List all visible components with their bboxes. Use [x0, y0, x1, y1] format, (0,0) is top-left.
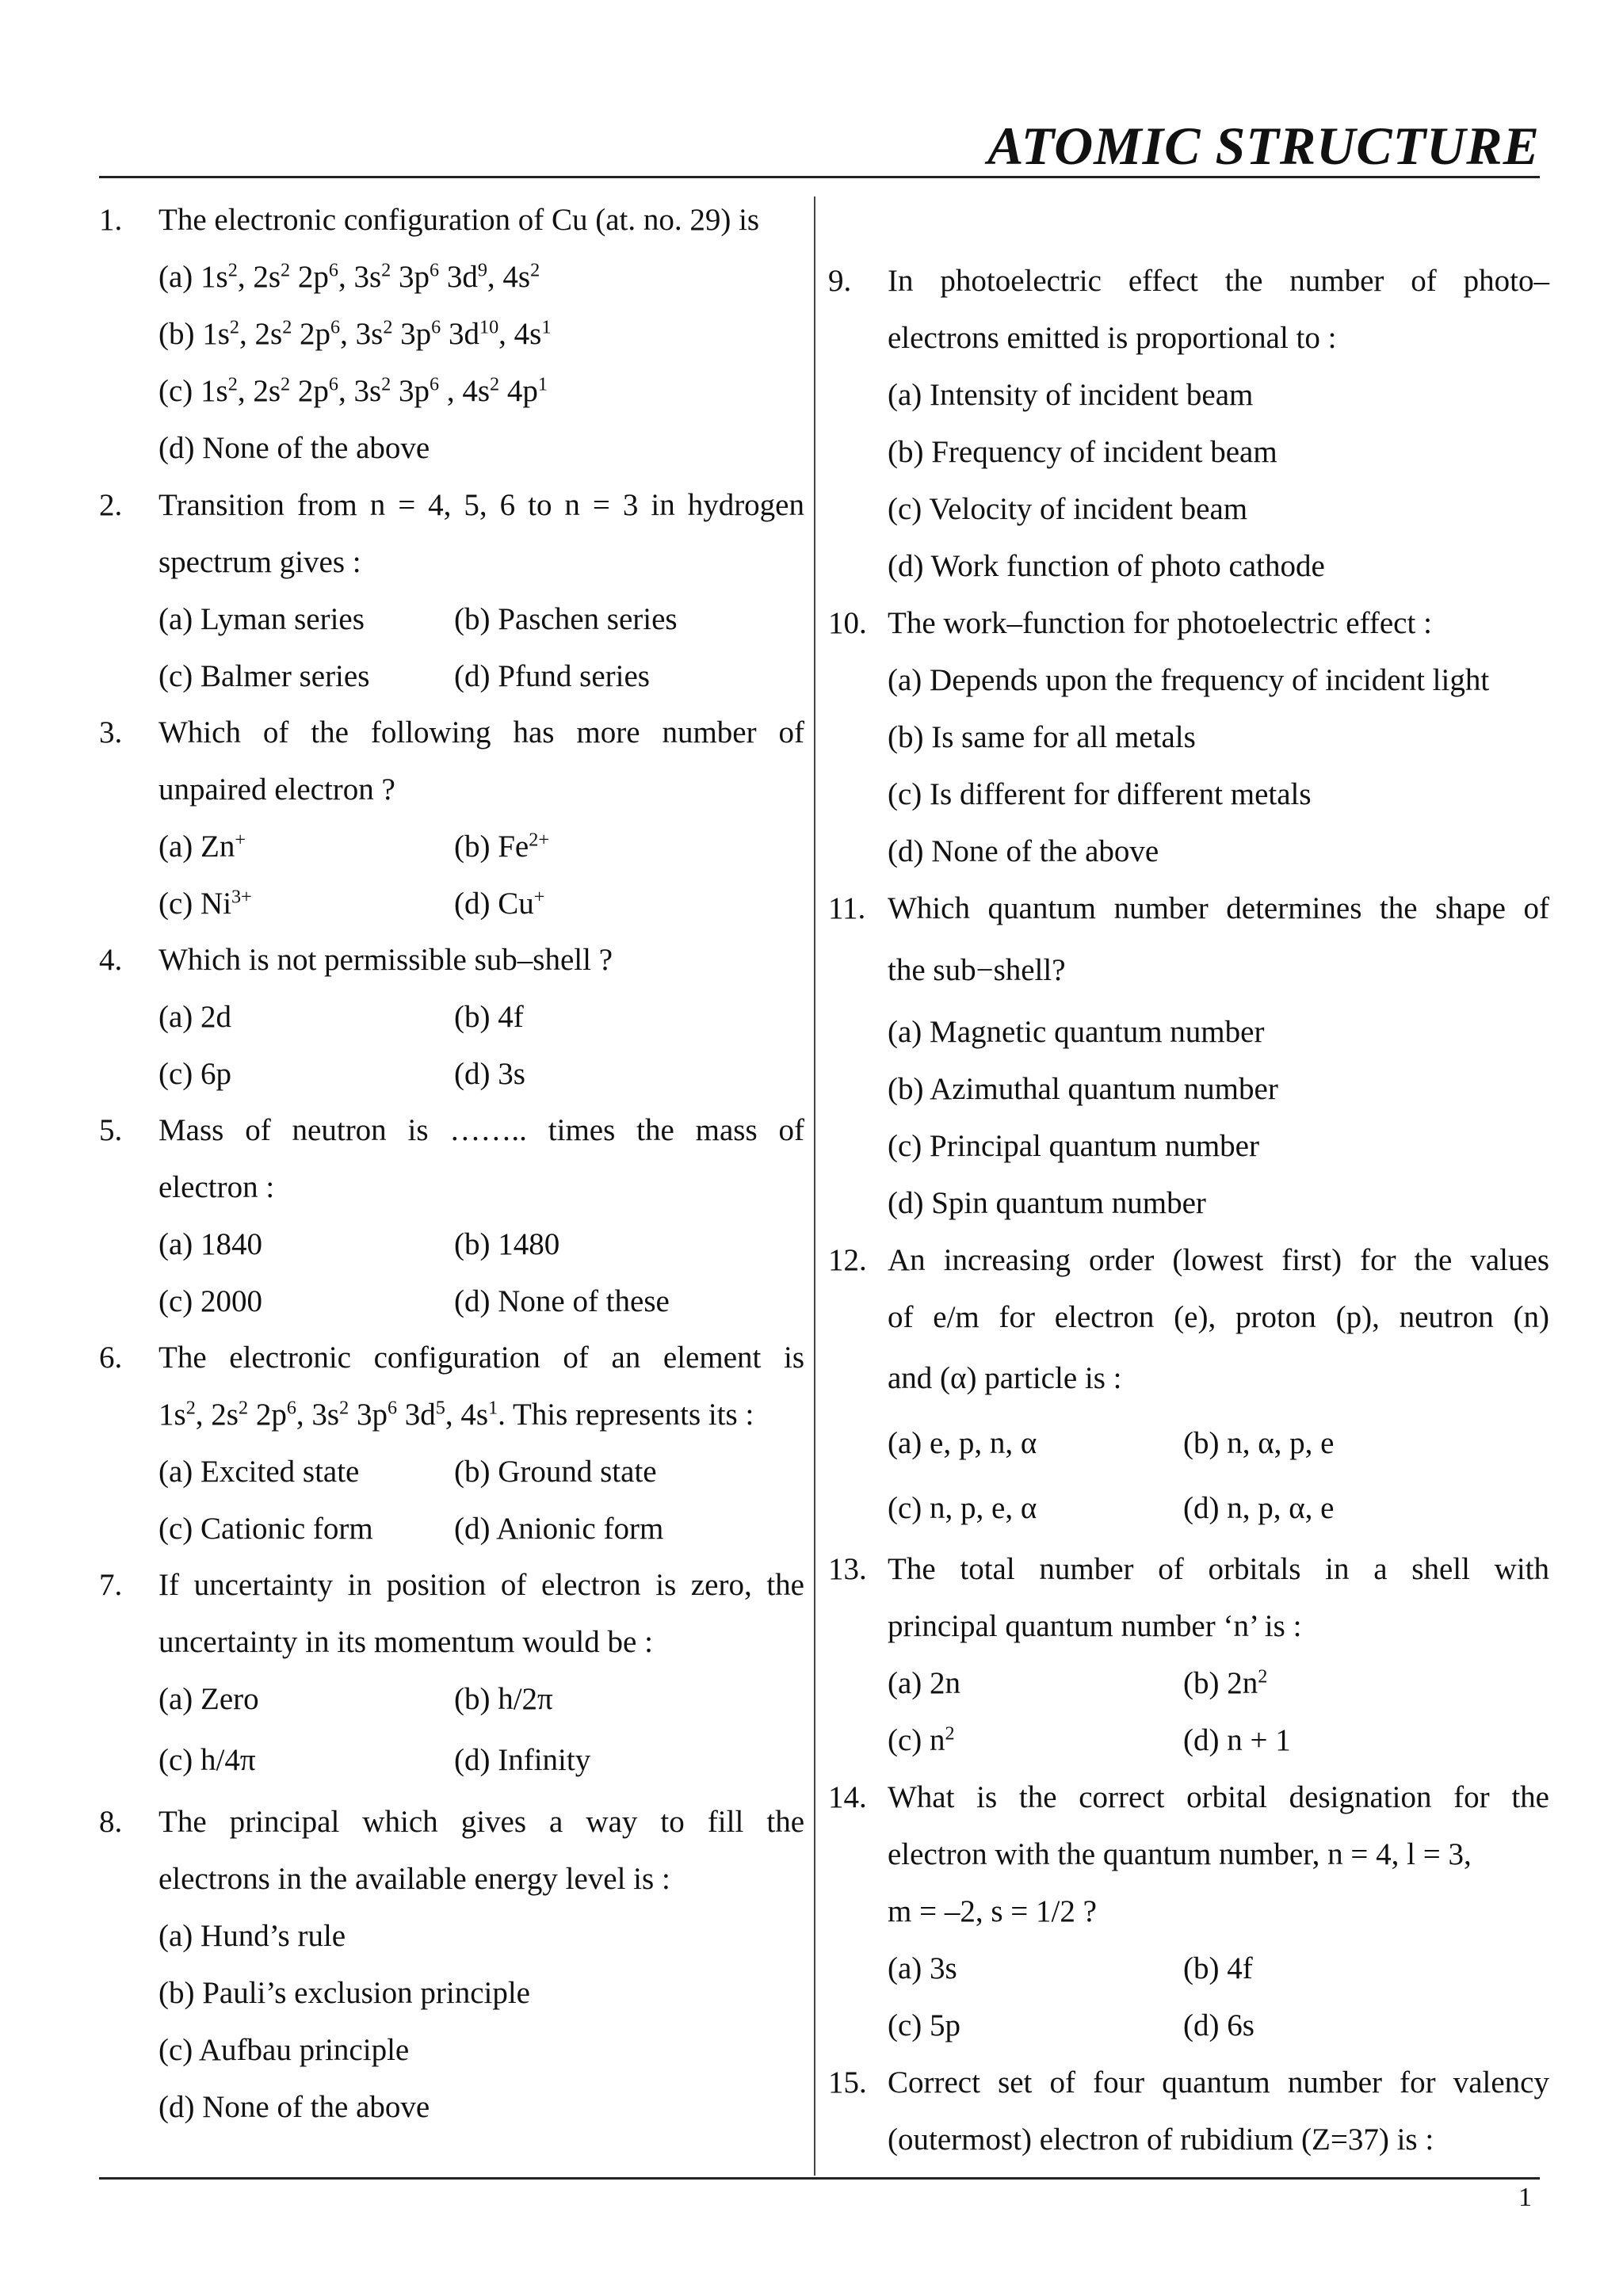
option: (d) n + 1 [1183, 1723, 1291, 1757]
option: (b) 1480 [454, 1227, 560, 1261]
option: (d) Pfund series [454, 659, 650, 693]
option: (d) None of the above [158, 2090, 430, 2124]
question-text: Which quantum number determines the shape of [888, 891, 1549, 925]
question-number: 5. [99, 1113, 123, 1147]
option: (a) Excited state [158, 1455, 360, 1489]
option: (d) 6s [1183, 2008, 1254, 2042]
question-text: spectrum gives : [158, 545, 361, 579]
option: (a) Zn+ [158, 829, 246, 864]
option: (b) Ground state [454, 1455, 657, 1489]
question-number: 15. [828, 2065, 867, 2100]
option: (c) Aufbau principle [158, 2033, 410, 2067]
option: (b) 4f [1183, 1951, 1253, 1985]
question-text: An increasing order (lowest first) for the values [888, 1243, 1549, 1277]
question-text: What is the correct orbital designation for the [888, 1780, 1549, 1814]
question-text: $1s^2$, $2s^2$ $2p^6$, $3s^2$ $3p^6$ $3d^5$, $4s^1$. This represents its : [158, 1397, 754, 1432]
question-text: unpaired electron ? [158, 772, 395, 807]
option: (c) 5p [888, 2008, 961, 2042]
question-text: The electronic configuration of Cu (at. no. 29) is [158, 203, 760, 237]
option: (b) $2n^2$ [1183, 1665, 1268, 1700]
question-text: of e/m for electron (e), proton (p), neutron (n) [888, 1300, 1549, 1334]
question-text: and (α) particle is : [888, 1361, 1122, 1395]
option: (d) Anionic form [454, 1512, 664, 1546]
option: (c) Velocity of incident beam [888, 492, 1248, 526]
question-text: The work–function for photoelectric effect : [888, 606, 1432, 640]
option: (a) 3s [888, 1951, 957, 1985]
page-number: 1 [1518, 2183, 1532, 2212]
option: (c) 6p [158, 1057, 232, 1091]
option: (d) n, p, α, e [1183, 1491, 1335, 1525]
question-text: The electronic configuration of an element is [158, 1341, 804, 1375]
option: (a) 1840 [158, 1227, 263, 1261]
option: (b) 4f [454, 1000, 524, 1034]
question-text: uncertainty in its momentum would be : [158, 1625, 653, 1659]
question-text: In photoelectric effect the number of photo– [888, 264, 1549, 298]
option: (a) Depends upon the frequency of incident light [888, 663, 1490, 697]
question-text: electrons emitted is proportional to : [888, 321, 1337, 355]
page-title: ATOMIC STRUCTURE [987, 116, 1540, 176]
option: (a) Lyman series [158, 602, 365, 636]
question-text: electron : [158, 1170, 275, 1204]
option: (a) Intensity of incident beam [888, 378, 1254, 412]
option: (c) n, p, e, α [888, 1491, 1037, 1525]
option: (b) $1s^2$, $2s^2$ $2p^6$, $3s^2$ $3p^6$ $3d^{10}$, $4s^1$ [158, 316, 552, 351]
option: (c) Cationic form [158, 1512, 373, 1546]
question-text: The principal which gives a way to fill the [158, 1805, 804, 1839]
question-number: 4. [99, 943, 123, 977]
option: (c) Is different for different metals [888, 777, 1312, 811]
option: (c) Balmer series [158, 659, 370, 693]
option: (b) Is same for all metals [888, 720, 1196, 754]
question-text: principal quantum number ‘n’ is : [888, 1609, 1302, 1643]
option: (d) Cu+ [454, 886, 545, 921]
question-text: Mass of neutron is …….. times the mass of [158, 1113, 804, 1147]
option: (c) Principal quantum number [888, 1129, 1259, 1163]
option: (b) Pauli’s exclusion principle [158, 1976, 530, 2010]
option: (d) Work function of photo cathode [888, 549, 1325, 583]
question-number: 12. [828, 1243, 867, 1277]
question-number: 7. [99, 1568, 123, 1602]
question-number: 8. [99, 1805, 123, 1839]
question-number: 14. [828, 1780, 867, 1814]
question-text: electron with the quantum number, n = 4, l = 3, [888, 1837, 1472, 1871]
question-text: electrons in the available energy level is : [158, 1862, 670, 1896]
question-text: the sub−shell? [888, 953, 1066, 987]
question-number: 13. [828, 1552, 867, 1586]
header-rule [99, 176, 1540, 178]
question-number: 1. [99, 203, 123, 237]
question-number: 11. [828, 891, 866, 925]
option: (a) 2d [158, 1000, 232, 1034]
option: (c) $Ni^{3+}$ [158, 886, 252, 921]
question-text: m = –2, s = 1/2 ? [888, 1894, 1097, 1928]
option: (c) $n^2$ [888, 1722, 955, 1757]
option: (c) 2000 [158, 1284, 263, 1318]
question-number: 3. [99, 715, 123, 749]
option: (d) None of the above [158, 431, 430, 465]
option: (a) Zero [158, 1682, 259, 1716]
question-text: The total number of orbitals in a shell with [888, 1552, 1549, 1586]
option: (a) Hund’s rule [158, 1919, 346, 1953]
option: (a) $1s^2$, $2s^2$ $2p^6$, $3s^2$ $3p^6$ $3d^9$, $4s^2$ [158, 259, 540, 294]
question-text: Which of the following has more number of [158, 715, 804, 749]
question-text: Correct set of four quantum number for valency [888, 2065, 1549, 2100]
option: (d) None of these [454, 1284, 670, 1318]
option: (b) h/2π [454, 1682, 553, 1716]
option: (b) Paschen series [454, 602, 678, 636]
question-text: Transition from n = 4, 5, 6 to n = 3 in hydrogen [158, 488, 804, 522]
option: (c) h/4π [158, 1743, 256, 1777]
option: (b) n, α, p, e [1183, 1426, 1335, 1460]
option: (d) Infinity [454, 1743, 591, 1777]
option: (c) $1s^2$, $2s^2$ $2p^6$, $3s^2$ $3p^6$ , $4s^2$ $4p^1$ [158, 373, 548, 408]
question-text: Which is not permissible sub–shell ? [158, 943, 613, 977]
footer-rule [99, 2177, 1540, 2180]
question-text: If uncertainty in position of electron is zero, the [158, 1568, 804, 1602]
question-number: 10. [828, 606, 867, 640]
option: (d) Spin quantum number [888, 1186, 1206, 1220]
option: (b) Azimuthal quantum number [888, 1072, 1278, 1106]
option: (a) Magnetic quantum number [888, 1015, 1265, 1049]
question-number: 2. [99, 488, 123, 522]
option: (b) Frequency of incident beam [888, 435, 1277, 469]
option: (b) $Fe^{2+}$ [454, 829, 549, 864]
option: (d) 3s [454, 1057, 525, 1091]
column-divider [814, 196, 815, 2176]
question-number: 9. [828, 264, 852, 298]
option: (d) None of the above [888, 834, 1159, 868]
option: (a) 2n [888, 1666, 961, 1700]
question-number: 6. [99, 1341, 123, 1375]
question-text: (outermost) electron of rubidium (Z=37) is : [888, 2122, 1434, 2157]
option: (a) e, p, n, α [888, 1426, 1037, 1460]
